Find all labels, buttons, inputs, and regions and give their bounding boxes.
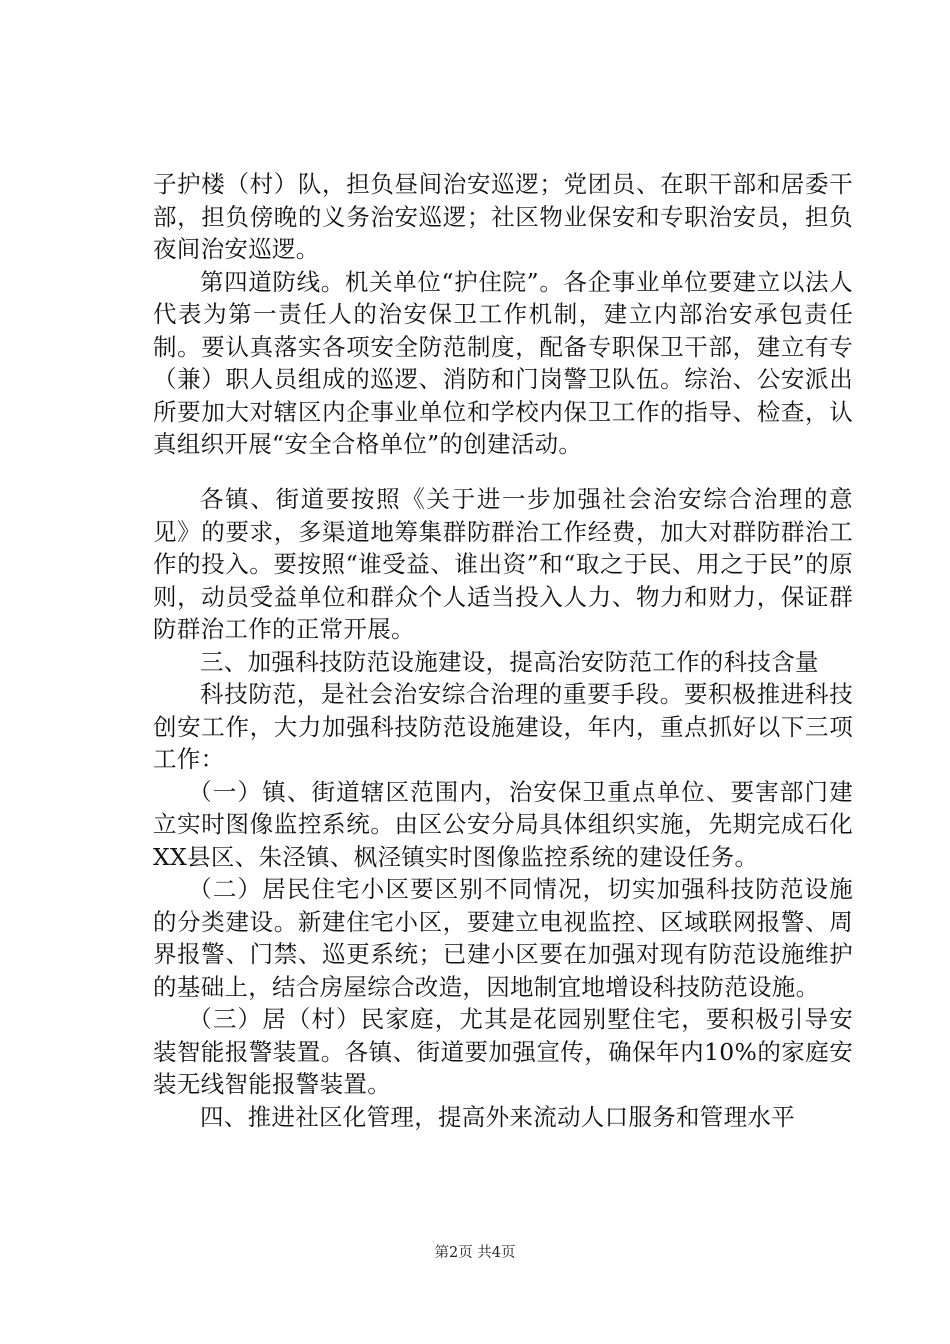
paragraph-item-two: （二）居民住宅小区要区别不同情况，切实加强科技防范设施的分类建设。新建住宅小区，要建立电视监控、区域联网报警、周界报警、门禁、巡更系统；已建小区要在加强对现有防范设施维护的基础上，结合房屋综合改造，因地制宜地增设科技防范设施。 [153,875,853,1001]
paragraph-patrol-continuation: 子护楼（村）队，担负昼间治安巡逻；党团员、在职干部和居委干部，担负傍晚的义务治安巡逻；社区物业保安和专职治安员，担负夜间治安巡逻。 [153,170,853,263]
body-section-patrol [153,168,853,461]
page-number-label: 第2页 共4页 [434,1245,516,1261]
heading-section-three: 三、加强科技防范设施建设，提高治安防范工作的科技含量 [200,647,819,676]
paragraph-item-three: （三）居（村）民家庭，尤其是花园别墅住宅，要积极引导安装智能报警装置。各镇、街道要加强宣传，确保年内10%的家庭安装无线智能报警装置。 [153,1005,853,1098]
paragraph-tech-prevention: 科技防范，是社会治安综合治理的重要手段。要积极推进科技创安工作，大力加强科技防范设施建设，年内，重点抓好以下三项工作： [153,680,853,773]
page-footer [0,1244,950,1262]
heading-section-four: 四、推进社区化管理，提高外来流动人口服务和管理水平 [200,1102,795,1131]
paragraph-fourth-defense-line: 第四道防线。机关单位“护住院”。各企事业单位要建立以法人代表为第一责任人的治安保卫工作机制，建立内部治安承包责任制。要认真落实各项安全防范制度，配备专职保卫干部，建立有专（兼）职人员组成的巡逻、消防和门岗警卫队伍。综治、公安派出所要加大对辖区内企事业单位和学校内保卫工作的指导、检查，认真组织开展“安全合格单位”的创建活动。 [153,267,853,458]
body-section-tech [153,483,853,1133]
paragraph-item-one: （一）镇、街道辖区范围内，治安保卫重点单位、要害部门建立实时图像监控系统。由区公安分局具体组织实施，先期完成石化XX县区、朱泾镇、枫泾镇实时图像监控系统的建设任务。 [153,777,853,871]
paragraph-funding: 各镇、街道要按照《关于进一步加强社会治安综合治理的意见》的要求，多渠道地筹集群防群治工作经费，加大对群防群治工作的投入。要按照“谁受益、谁出资”和“取之于民、用之于民”的原则，动员受益单位和群众个人适当投入人力、物力和财力，保证群防群治工作的正常开展。 [153,485,853,643]
